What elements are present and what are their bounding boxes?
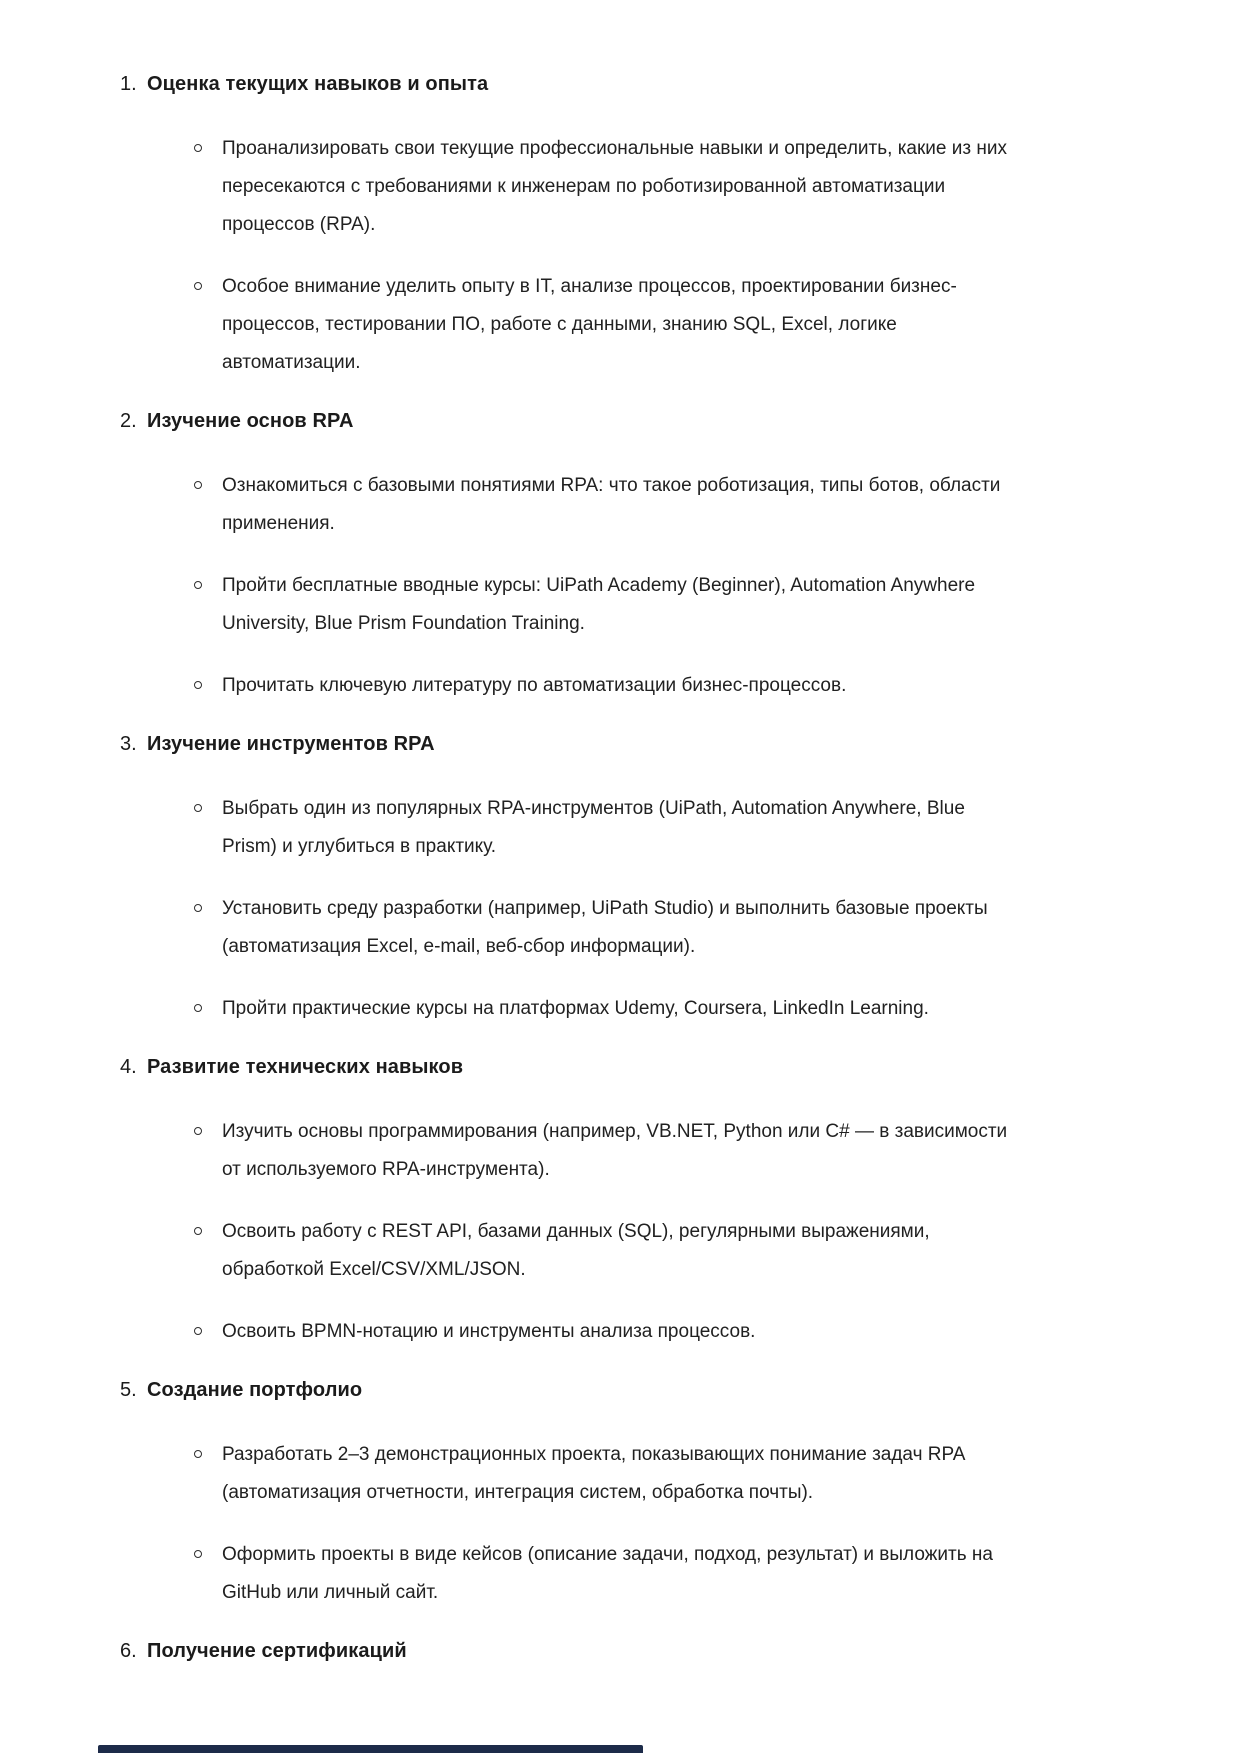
section-4-bullets	[120, 1113, 1139, 1351]
bullet-text: Оформить проекты в виде кейсов (описание задачи, подход, результат) и выложить на GitHub или личный сайт.	[222, 1544, 993, 1603]
bullet-text: Ознакомиться с базовыми понятиями RPA: что такое роботизация, типы ботов, области применения.	[222, 475, 1001, 534]
circle-bullet-icon	[194, 681, 202, 689]
circle-bullet-icon	[194, 904, 202, 912]
list-number: 1.	[120, 73, 137, 95]
bullet-text: Проанализировать свои текущие профессиональные навыки и определить, какие из них пересекаются с требованиями к инженерам по роботизированной автоматизации процессов (RPA).	[222, 138, 1007, 235]
circle-bullet-icon	[194, 481, 202, 489]
bullet-item	[120, 1436, 1017, 1512]
section-4-heading	[120, 1048, 1139, 1086]
partial-next-element	[98, 1745, 643, 1753]
circle-bullet-icon	[194, 282, 202, 290]
circle-bullet-icon	[194, 1127, 202, 1135]
circle-bullet-icon	[194, 1327, 202, 1335]
section-6-heading	[120, 1632, 1139, 1670]
section-title: Изучение основ RPA	[147, 410, 354, 432]
circle-bullet-icon	[194, 804, 202, 812]
list-number: 4.	[120, 1056, 137, 1078]
bullet-text: Освоить BPMN-нотацию и инструменты анализа процессов.	[222, 1321, 756, 1342]
section-4	[120, 1048, 1139, 1351]
bullet-item	[120, 1536, 1017, 1612]
section-6	[120, 1632, 1139, 1670]
section-1-heading	[120, 65, 1139, 103]
bullet-item	[120, 567, 1017, 643]
bullet-item	[120, 1313, 1017, 1351]
bullet-item	[120, 790, 1017, 866]
section-2-heading	[120, 402, 1139, 440]
bullet-text: Особое внимание уделить опыту в IT, анализе процессов, проектировании бизнес-процессов, тестировании ПО, работе с данными, знанию SQL, Excel, логике автоматизации.	[222, 276, 957, 373]
bullet-item	[120, 890, 1017, 966]
section-title: Получение сертификаций	[147, 1640, 407, 1662]
bullet-text: Пройти практические курсы на платформах Udemy, Coursera, LinkedIn Learning.	[222, 998, 929, 1019]
section-1	[120, 65, 1139, 382]
list-number: 5.	[120, 1379, 137, 1401]
section-2-bullets	[120, 467, 1139, 705]
list-number: 2.	[120, 410, 137, 432]
bullet-text: Освоить работу с REST API, базами данных (SQL), регулярными выражениями, обработкой Excel/CSV/XML/JSON.	[222, 1221, 930, 1280]
section-5	[120, 1371, 1139, 1612]
bullet-text: Изучить основы программирования (например, VB.NET, Python или C# — в зависимости от используемого RPA-инструмента).	[222, 1121, 1008, 1180]
circle-bullet-icon	[194, 144, 202, 152]
bullet-text: Пройти бесплатные вводные курсы: UiPath Academy (Beginner), Automation Anywhere University, Blue Prism Foundation Training.	[222, 575, 976, 634]
circle-bullet-icon	[194, 1450, 202, 1458]
bullet-item	[120, 467, 1017, 543]
circle-bullet-icon	[194, 1004, 202, 1012]
bullet-item	[120, 990, 1017, 1028]
bullet-item	[120, 130, 1017, 244]
bullet-text: Прочитать ключевую литературу по автоматизации бизнес-процессов.	[222, 675, 847, 696]
circle-bullet-icon	[194, 1227, 202, 1235]
section-3-heading	[120, 725, 1139, 763]
section-2	[120, 402, 1139, 705]
circle-bullet-icon	[194, 581, 202, 589]
section-3-bullets	[120, 790, 1139, 1028]
section-title: Изучение инструментов RPA	[147, 733, 435, 755]
list-number: 3.	[120, 733, 137, 755]
section-3	[120, 725, 1139, 1028]
bullet-text: Выбрать один из популярных RPA-инструментов (UiPath, Automation Anywhere, Blue Prism) и углубиться в практику.	[222, 798, 965, 857]
bullet-item	[120, 268, 1017, 382]
list-number: 6.	[120, 1640, 137, 1662]
section-5-heading	[120, 1371, 1139, 1409]
bullet-text: Разработать 2–3 демонстрационных проекта, показывающих понимание задач RPA (автоматизация отчетности, интеграция систем, обработка почты).	[222, 1444, 965, 1503]
section-5-bullets	[120, 1436, 1139, 1612]
bullet-item	[120, 1213, 1017, 1289]
bullet-text: Установить среду разработки (например, UiPath Studio) и выполнить базовые проекты (автоматизация Excel, e-mail, веб-сбор информации).	[222, 898, 988, 957]
circle-bullet-icon	[194, 1550, 202, 1558]
section-title: Развитие технических навыков	[147, 1056, 464, 1078]
section-1-bullets	[120, 130, 1139, 382]
section-title: Создание портфолио	[147, 1379, 363, 1401]
section-title: Оценка текущих навыков и опыта	[147, 73, 489, 95]
bullet-item	[120, 667, 1017, 705]
bullet-item	[120, 1113, 1017, 1189]
